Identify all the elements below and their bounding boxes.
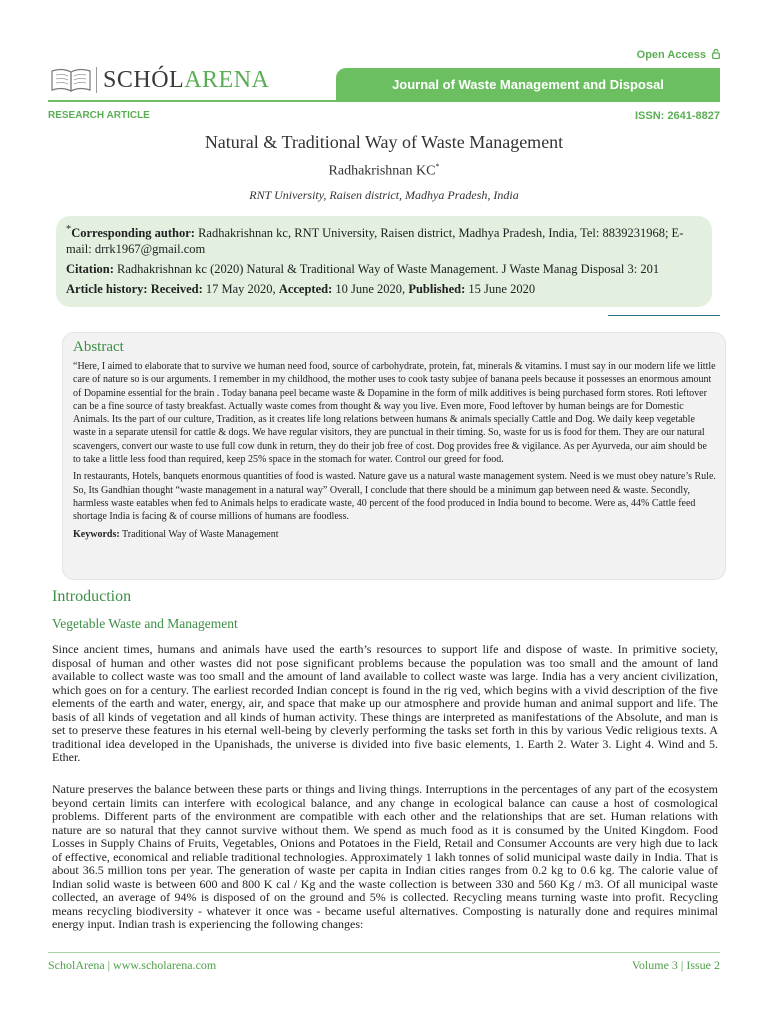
citation-text: Radhakrishnan kc (2020) Natural & Traditional Way of Waste Management. J Waste Manag Disposal 3: 201 [113,262,660,277]
published-date: 15 June 2020 [465,282,536,297]
citation [66,261,704,277]
corr-label: Corresponding author: [71,226,195,241]
abstract-accent-rule [608,315,720,316]
body-paragraph-1: Since ancient times, humans and animals have used the earth’s resources to support life and dispose of waste. In primitive society, disposal of human and other wastes did not pose significant problems because the population was too small and the amount of land available to collect waste was too small and the amount of land available to collect waste was large. India has a very ancient civilization, which goes on for a century. The earliest recorded Indian concept is found in the rig ved, which begins with a vivid description of the five elements of the earth and water, energy, air, and space that make up our atmosphere and provide human and animal support and life. The basis of all kinds of vegetation and all kinds of human activity. These things are interpreted as manifestations of the Absolute, and man is set to preserve these features in his eternal well-being by cleverly performing the tasks set forth in this by various Vedic religious texts. A traditional idea developed in the Upanishads, the universe is divided into five basic elements, 1. Earth 2. Water 3. Light 4. Wind and 5. Ether. [52,642,718,764]
published-label: Published: [408,282,466,297]
logo-divider [96,67,97,93]
abstract-paragraph-2: In restaurants, Hotels, banquets enormous quantities of food is wasted. Nature gave us a natural waste management system. Need is we must obey nature’s Rule. So, Its Gandhian thought “waste management in a natural way” Overall, I conclude that there should be a minimum gap between need & waste. Secondly, harmless waste eatables when fed to Animals helps to eradicate waste, 40 percent of the food produced in India bound to become. Were as, 44% Cattle feed shortage India is facing & of course millions of humans are foodless. [73,471,716,523]
received-label: Received: [150,282,203,297]
open-access-text: Open Access [636,49,706,61]
footer-volume-issue: Volume 3 | Issue 2 [631,958,720,972]
received-date: 17 May 2020, [202,282,279,297]
footer-publisher: ScholArena | www.scholarena.com [48,958,217,972]
footer-divider [48,952,720,953]
author-affiliation: RNT University, Raisen district, Madhya Pradesh, India [249,188,519,202]
journal-name-banner: Journal of Waste Management and Disposal [336,68,720,101]
accepted-label: Accepted: [278,282,333,297]
brand-suffix: ARENA [184,66,270,93]
corr-mark: * [66,224,72,235]
article-history [66,281,704,297]
keywords-label: Keywords: [73,528,120,540]
article-title: Natural & Traditional Way of Waste Management [204,132,564,152]
section-heading-introduction: Introduction [52,588,132,605]
citation-label: Citation: [66,262,114,277]
issn-label: ISSN: 2641-8827 [635,110,720,122]
body-paragraph-2: Nature preserves the balance between these parts or things and living things. Interruptions in the percentages of any part of the ecosystem beyond certain limits can interfere with ecological balance, and any change in ecological balance can cause a host of cosmological problems. Different parts of the environment are compatible with each other and the relationships that are set. Human relations with nature are so natural that they cannot survive without them. We spend as much food as it is consumed by the United Kingdom. Food Losses in Supply Chains of Fruits, Vegetables, Onions and Potatoes in the Field, Retail and Consumer Accounts are very high due to lack of effective, economical and reliable traditional technologies. Approximately 1 lakh tonnes of solid municipal waste daily in India. That is about 36.5 million tons per year. The generation of waste per capita in Indian cities ranges from 0.2 kg to 0.6 kg. The calorie value of Indian solid waste is between 600 and 800 K cal / Kg and the waste collection is between 330 and 560 Kg / m3. Of all municipal waste collected, an average of 94% is disposed of on the ground and 5% is collected. Recycling means turning waste into profit. Recycling means recycling biodiversity - whatever it once was - became useful alternatives. Composting is naturally done and requires minimal energy input. Indian trash is experiencing the following changes: [52,782,718,931]
keywords [73,528,717,541]
header-divider [48,100,720,102]
abstract-box [62,332,726,580]
corr-text: Radhakrishnan kc, RNT University, Raisen district, Madhya Pradesh, India, Tel: 8839231968; E-mail: drrk1967@gmail.com [66,226,684,257]
article-info-box [56,216,712,307]
open-access-label [637,49,720,61]
abstract-paragraph-1: “Here, I aimed to elaborate that to survive we human need food, source of carbohydrate, protein, fat, minerals & vitamins. I must say in our modern life we little care of nature so is our arguments. I remember in my childhood, the mother uses to cook tasty subjee of banana peels because it possesses an enormous amount of Dopamine essential for the brain . Today banana peel became waste & Dopamine in the form of milk additives is being purchased form stores. Roti leftover can be a fine source of tasty breakfast. Actually waste comes from thought & way you live. Even more, Food leftover by human beings are for Domestic Animals. Its the part of our culture, Tradition, as it creates life long relations between humans & animals specially Cattle and Dog. We daily keep vegetable waste in a separate utensil for cattle & dogs. We have regular visitors, they are punctual in their timing. So, waste for us is food for them. They are our natural scavengers, convert our waste to use full cow dunk in return, they do their job free of cost. Dog provides free & vigilance. As per Ayurveda, our aim should be to take a little less food than required, keep 25% space in the stomach for water. Control our greed for food. [73,361,716,466]
brand-name [103,67,269,94]
open-book-icon [50,66,92,94]
brand-prefix: SCHÓL [103,66,185,93]
accepted-date: 10 June 2020, [332,282,409,297]
history-label: Article history: [66,282,148,297]
corresponding-author [66,222,704,257]
author-line [0,162,768,180]
abstract-heading: Abstract [73,339,124,355]
article-type-label: RESEARCH ARTICLE [48,110,150,121]
open-lock-icon [712,49,720,59]
scholarena-logo [50,63,269,97]
keywords-text: Traditional Way of Waste Management [119,528,279,540]
author-name: Radhakrishnan KC [328,163,436,179]
subsection-heading: Vegetable Waste and Management [52,616,238,631]
author-footnote-mark: * [435,162,440,171]
